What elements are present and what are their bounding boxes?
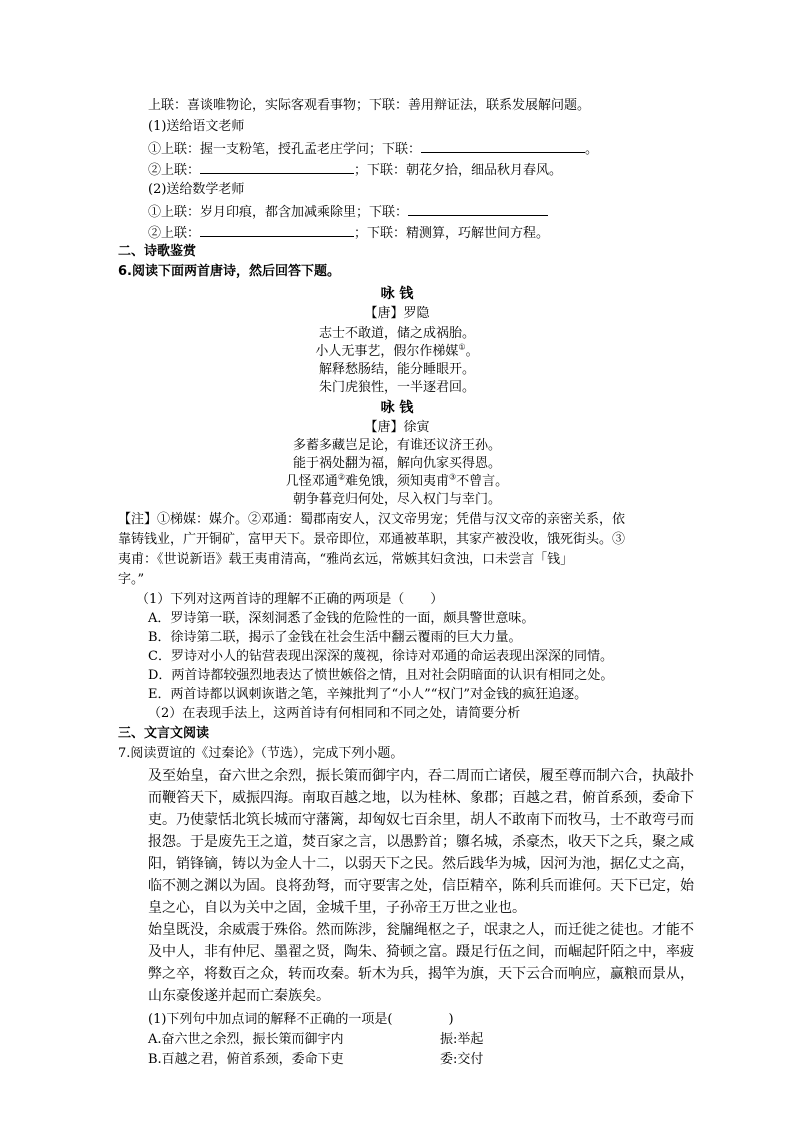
poem-line-text: 小人无事艺，假尔作梯媒 (315, 344, 459, 359)
question-stem-text: ) (448, 1012, 454, 1027)
couplet-text: ；下联：精测算，巧解世间方程。 (354, 226, 550, 241)
couplet-text: ①上联：岁月印痕，都含加减乘除里；下联： (148, 205, 409, 220)
question-intro: 6.阅读下面两首唐诗，然后回答下题。 (118, 264, 340, 279)
couplet-text: ；下联：朝花夕拾，细品秋月春风。 (354, 163, 563, 178)
choice-option-gloss: 振:举起 (440, 1032, 484, 1047)
note-line: 靠铸钱业，广开铜矿，富甲天下。景帝即位，邓通被革职，其家产被没收，饿死街头。③ (118, 532, 626, 547)
footnote-mark: ③ (449, 472, 457, 482)
passage-line: 皇之心，自以为关中之固，金城千里，子孙帝王万世之业也。 (148, 900, 526, 916)
poem-author: 【唐】罗隐 (364, 306, 430, 321)
couplet-text: ①上联：握一支粉笔，授孔孟老庄学问；下联： (148, 142, 422, 157)
section-heading: 三、文言文阅读 (118, 726, 210, 741)
poem-line-end: 。 (465, 344, 479, 359)
subquestion-label: (2)送给数学老师 (148, 182, 245, 197)
couplet-line (148, 201, 548, 223)
passage-line: 而鞭笞天下，威振四海。南取百越之地，以为桂林、象郡；百越之君，俯首系颈，委命下 (148, 790, 694, 806)
poem-line-text: 几怪邓通 (285, 474, 338, 489)
poem-title: 咏 钱 (380, 286, 414, 302)
subquestion-label: (1)送给语文老师 (148, 119, 245, 134)
couplet-line (148, 138, 598, 160)
choice-option: E．两首诗都以讽刺诙谐之笔，辛辣批判了“小人”“权门”对金钱的疯狂追逐。 (148, 687, 588, 702)
choice-option: B．徐诗第二联，揭示了金钱在社会生活中翻云覆雨的巨大力量。 (148, 630, 522, 645)
couplet-line (148, 159, 562, 181)
footnote-mark: ② (337, 472, 345, 482)
section-heading: 二、诗歌鉴赏 (118, 244, 197, 259)
passage-line: 吏。乃使蒙恬北筑长城而守藩篱，却匈奴七百余里，胡人不敢南下而牧马，士不敢弯弓而 (148, 812, 694, 828)
poem-line: 能于祸处翻为福，解向仇家买得恩。 (292, 456, 501, 471)
question-intro: 7.阅读贾谊的《过秦论》（节选），完成下列小题。 (118, 746, 404, 761)
answer-blank[interactable] (421, 138, 585, 153)
couplet-example: 上联：喜谈唯物论，实际客观看事物；下联：善用辩证法，联系发展解问题。 (148, 98, 591, 113)
note-line: 字。” (118, 572, 145, 587)
answer-blank[interactable] (408, 201, 548, 216)
footnote-mark: ① (458, 342, 466, 352)
poem-line: 解释愁肠结，能分睡眼开。 (318, 362, 475, 377)
poem-title: 咏 钱 (380, 400, 414, 416)
poem-line: 多蓄多藏岂足论，有谁还议济王孙。 (292, 438, 501, 453)
choice-option-text: A.奋六世之余烈，振长策而御宇内 (148, 1032, 344, 1047)
passage-line: 弊之卒，将数百之众，转而攻秦。斩木为兵，揭竿为旗，天下云合而响应，赢粮而景从， (148, 966, 694, 982)
passage-line: 阳，销锋镝，铸以为金人十二，以弱天下之民。然后践华为城，因河为池，据亿丈之高， (148, 856, 694, 872)
passage-line: 始皇既没，余威震于殊俗。然而陈涉，瓮牖绳枢之子，氓隶之人，而迁徙之徒也。才能不 (148, 922, 694, 938)
couplet-text: ②上联： (148, 163, 201, 178)
couplet-text: ②上联： (148, 226, 201, 241)
poem-line-text: 不曾言。 (456, 474, 509, 489)
poem-line: 朱门虎狼性，一半逐君回。 (318, 380, 475, 395)
poem-line (0, 472, 794, 492)
passage-line: 临不测之渊以为固。良将劲弩，而守要害之处，信臣精卒，陈利兵而谁何。天下已定，始 (148, 878, 694, 894)
poem-line: 志士不敢道，储之成祸胎。 (318, 326, 475, 341)
answer-blank[interactable] (200, 159, 354, 174)
choice-option-text: B.百越之君，俯首系颈，委命下吏 (148, 1052, 344, 1067)
choice-option: C．罗诗对小人的钻营表现出深深的蔑视，徐诗对邓通的命运表现出深深的同情。 (148, 649, 613, 664)
question-stem-text: (1)下列句中加点词的解释不正确的一项是( (148, 1012, 393, 1027)
passage-line: 报怨。于是废先王之道，焚百家之言，以愚黔首；隳名城，杀豪杰，收天下之兵，聚之咸 (148, 834, 694, 850)
poem-line (0, 342, 794, 362)
passage-line: 及至始皇，奋六世之余烈，振长策而御宇内，吞二周而亡诸侯，履至尊而制六合，执敲扑 (148, 768, 694, 784)
question-stem: （1）下列对这两首诗的理解不正确的两项是（ ） (136, 592, 444, 607)
note-line: 夷甫：《世说新语》载王夷甫清高，“雅尚玄远，常嫉其妇贪浊，口未尝言「钱」 (118, 552, 574, 567)
poem-author: 【唐】徐寅 (364, 420, 430, 435)
question-stem: （2）在表现手法上，这两首诗有何相同和不同之处，请简要分析 (148, 706, 521, 721)
answer-blank[interactable] (200, 222, 354, 237)
couplet-text: 。 (585, 142, 599, 157)
choice-option: D．两首诗都较强烈地表达了愤世嫉俗之情，且对社会阴暗面的认识有相同之处。 (148, 668, 614, 683)
poem-line: 朝争暮竞归何处，尽入权门与幸门。 (292, 492, 501, 507)
choice-option-gloss: 委:交付 (440, 1052, 484, 1067)
couplet-line (148, 222, 549, 244)
passage-line: 及中人，非有仲尼、墨翟之贤，陶朱、猗顿之富。蹑足行伍之间，而崛起阡陌之中，率疲 (148, 944, 694, 960)
choice-option: A．罗诗第一联，深刻洞悉了金钱的危险性的一面，颇具警世意味。 (148, 611, 535, 626)
note-line: 【注】①梯媒：媒介。②邓通：蜀郡南安人，汉文帝男宠；凭借与汉文帝的亲密关系，依 (118, 512, 626, 527)
question-stem (148, 1010, 454, 1030)
passage-line: 山东豪俊遂并起而亡秦族矣。 (148, 988, 330, 1004)
poem-line-text: 难免饿，须知夷甫 (344, 474, 449, 489)
